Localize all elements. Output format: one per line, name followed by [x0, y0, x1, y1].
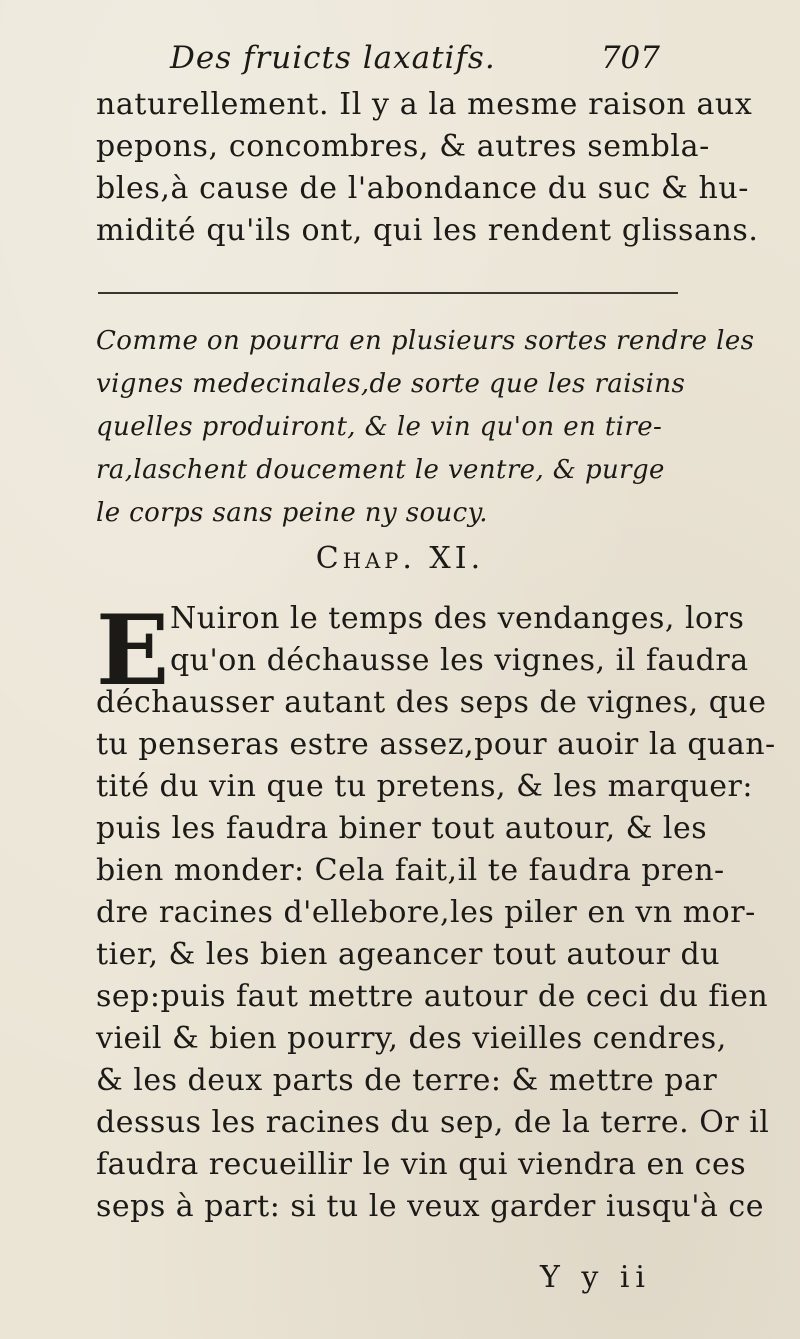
text-line: dessus les racines du sep, de la terre. Or il — [96, 1105, 770, 1140]
text-line: seps à part: si tu le veux garder iusqu'à ce — [96, 1189, 764, 1224]
text-line: vieil & bien pourry, des vieilles cendres, — [96, 1021, 727, 1056]
text-line: midité qu'ils ont, qui les rendent glissans. — [96, 213, 759, 248]
summary-line: Comme on pourra en plusieurs sortes rendre les — [96, 326, 755, 356]
text-line: tité du vin que tu pretens, & les marquer: — [96, 769, 754, 804]
text-line: déchausser autant des seps de vignes, que — [96, 685, 767, 720]
text-line: tier, & les bien ageancer tout autour du — [96, 937, 721, 972]
text-line: sep:puis faut mettre autour de ceci du fien — [96, 979, 769, 1014]
running-title: Des fruicts laxatifs. — [170, 40, 496, 76]
text-line: naturellement. Il y a la mesme raison aux — [96, 87, 753, 122]
body-opening-lines — [170, 598, 749, 682]
signature-mark: Y y ii — [540, 1260, 652, 1295]
text-line: Nuiron le temps des vendanges, lors — [170, 601, 745, 636]
section-divider — [98, 292, 678, 294]
intro-paragraph — [96, 84, 759, 252]
text-line: tu penseras estre assez,pour auoir la quan- — [96, 727, 776, 762]
text-line: faudra recueillir le vin qui viendra en ces — [96, 1147, 747, 1182]
text-line: qu'on déchausse les vignes, il faudra — [170, 643, 749, 678]
text-line: bien monder: Cela fait,il te faudra pren- — [96, 853, 725, 888]
summary-line: le corps sans peine ny soucy. — [96, 498, 488, 528]
text-line: pepons, concombres, & autres sembla- — [96, 129, 710, 164]
summary-line: quelles produiront, & le vin qu'on en tire- — [96, 412, 663, 442]
body-paragraph — [96, 682, 776, 1228]
chapter-summary — [96, 320, 755, 535]
text-line: dre racines d'ellebore,les piler en vn mor- — [96, 895, 756, 930]
summary-line: vignes medecinales,de sorte que les raisins — [96, 369, 686, 399]
text-line: & les deux parts de terre: & mettre par — [96, 1063, 718, 1098]
page-header — [170, 40, 660, 84]
text-line: bles,à cause de l'abondance du suc & hu- — [96, 171, 750, 206]
drop-cap: E — [96, 594, 170, 707]
chapter-heading: Chap. XI. — [315, 541, 485, 576]
summary-line: ra,laschent doucement le ventre, & purge — [96, 455, 665, 485]
page-number: 707 — [600, 40, 660, 76]
text-line: puis les faudra biner tout autour, & les — [96, 811, 708, 846]
